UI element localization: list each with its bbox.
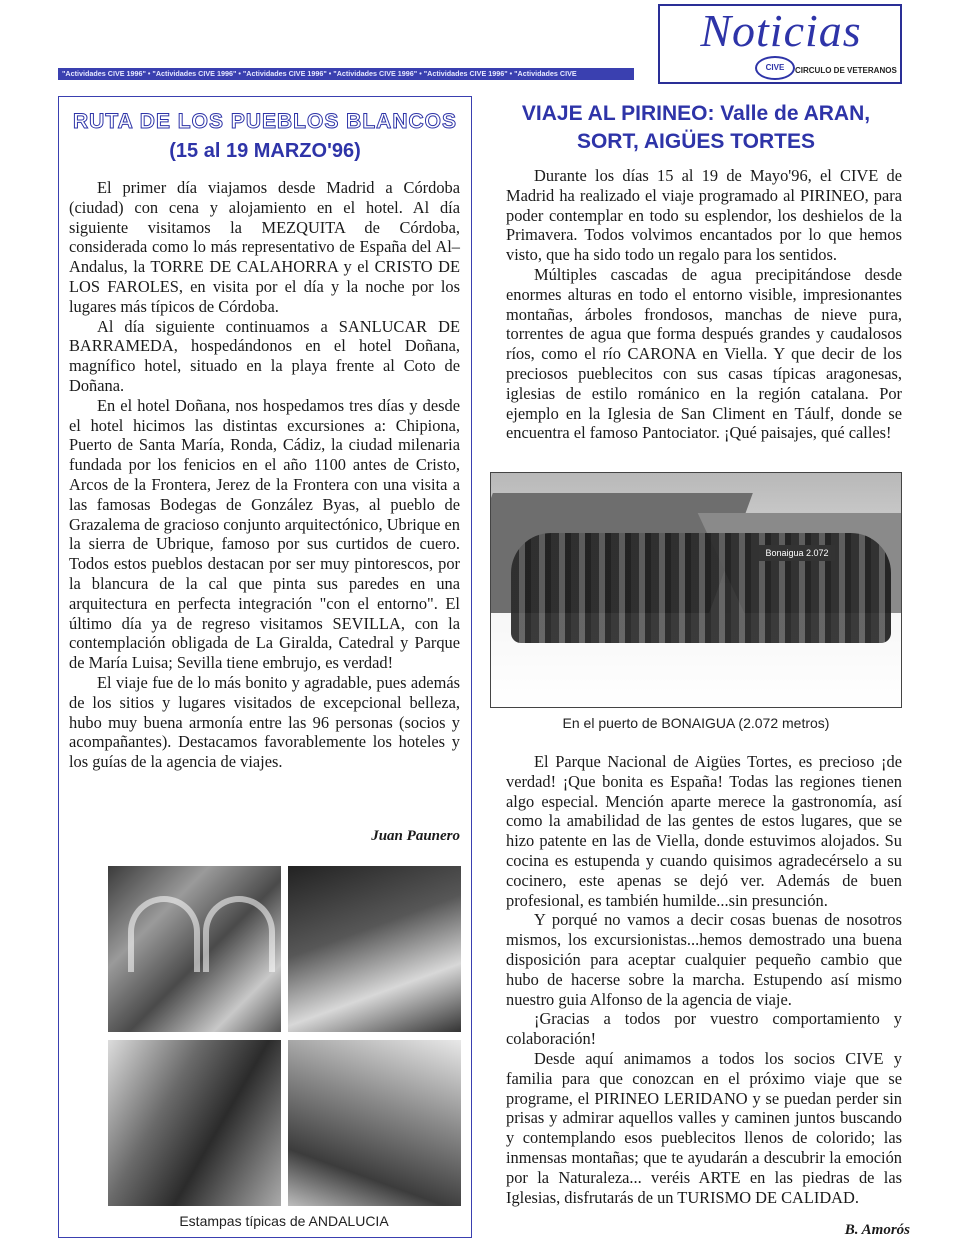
left-article-title: RUTA DE LOS PUEBLOS BLANCOS (72, 110, 457, 133)
bonaigua-photo-caption: En el puerto de BONAIGUA (2.072 metros) (562, 715, 830, 731)
right-article-title-line: SORT, AIGÜES TORTES (576, 130, 816, 153)
bonaigua-group-photo (490, 472, 902, 708)
paragraph: El Parque Nacional de Aigües Tortes, es precioso ¡de verdad! ¡Que bonita es España! Todas las regiones tienen algo especial. Mención aparte merece la gastronomía, así como la amabilidad de las gentes de estos lugares, que se hizo patente en las de Viella, donde estuvimos alojados. Su cocina es estupenda y cuando quisimos agradecérselo a su cocinero, este apenas se dejó ver. Además de buen profesional, es también humilde...sin presunción. (506, 752, 902, 910)
paragraph: El viaje fue de lo más bonito y agradable, pues además de los sitios y lugares visitados de excepcional belleza, hubo muy buena armonía entre las 96 personas (socios y acompañantes). Destacamos favorablemente los hoteles y los guías de la agencia de viajes. (69, 672, 460, 772)
paragraph: Desde aquí animamos a todos los socios CIVE y familia para que conozcan en el próximo viaje que se programe, el PIRINEO LERIDANO y se puedan perder sin prisas y admirar aquellos valles y caminen juntos buscando y contemplando esos pueblecitos llenos de colorido; las inmensas montañas; que te ayudarán a descubrir la emoción por la Naturaleza... veréis ARTE en las piedras de las Iglesias, disfrutarás de un TURISMO DE CALIDAD. (506, 1048, 902, 1207)
paragraph: El primer día viajamos desde Madrid a Córdoba (ciudad) con cena y alojamiento en el hotel. Al día siguiente visitamos la MEZQUITA de Córdoba, considerada como lo más representativo de España del Al–Andalus, la TORRE DE CALAHORRA y el CRISTO DE LOS FAROLES, en visita por el día y la noche por los lugares más típicos de Córdoba. (69, 178, 460, 316)
masthead-subtitle: CIRCULO DE VETERANOS (795, 66, 897, 75)
andalucia-photo-caption: Estampas típicas de ANDALUCIA (179, 1213, 389, 1229)
paragraph: Durante los días 15 al 19 de Mayo'96, el CIVE de Madrid ha realizado el viaje programado al PIRINEO, para poder contemplar en todo su esplendor, los deshielos de la Primavera. Todos volvimos encantados por lo que hemos visto, que ha sido todo un regalo para los sentidos. (506, 166, 902, 265)
bonaigua-road-sign: Bonaigua 2.072 (759, 545, 835, 561)
paragraph: Al día siguiente continuamos a SANLUCAR DE BARRAMEDA, hospedándonos en el hotel Doñana, magnífico hotel, situado en la playa frente al Coto de Doñana. (69, 316, 460, 395)
activities-ribbon: "Actividades CIVE 1996" • "Actividades CIVE 1996" • "Actividades CIVE 1996" • "Actividades CIVE 1996" • "Actividades CIVE 1996" • "Actividades CIVE (58, 68, 634, 80)
right-article-body-bottom (506, 752, 902, 1207)
right-article-signature: B. Amorós (844, 1222, 910, 1238)
masthead-title: Noticias (700, 5, 862, 56)
paragraph: ¡Gracias a todos por vuestro comportamiento y colaboración! (506, 1009, 902, 1049)
horse-rider-photo (288, 866, 461, 1032)
left-article-signature: Juan Paunero (371, 828, 460, 844)
paragraph: Y porqué no vamos a decir cosas buenas de nosotros mismos, los excursionistas...hemos demostrado una buena disposición para aceptar cualquier pequeño cambio que hubo de hacerse sobre la marcha. Estupendo así mismo nuestro guia Alfonso de la agencia de viaje. (506, 910, 902, 1009)
cive-badge: CIVE (755, 56, 795, 80)
andalucia-photo-grid (108, 866, 460, 1208)
left-article-body (69, 178, 460, 772)
left-article-subtitle: (15 al 19 MARZO'96) (169, 140, 361, 162)
right-article-body-top (506, 166, 902, 443)
right-article-title (490, 100, 902, 156)
mezquita-arches-photo (108, 866, 281, 1032)
masthead-logo (658, 4, 902, 84)
white-village-photo (288, 1040, 461, 1206)
balcony-facade-photo (108, 1040, 281, 1206)
paragraph: Múltiples cascadas de agua precipitándose desde enormes alturas en todo el entorno visible, impresionantes montañas, árboles frondosos, manchas de nieve pura, torrentes de agua que forma después grandes y caudalosos ríos, como el río CARONA en Viella. Y que decir de los preciosos pueblecitos con sus casas típicas aragonesas, iglesias de estilo románico en la región catalana. Por ejemplo en la Iglesia de San Climent en Táulf, donde se encuentra el famoso Pantociator. ¡Qué paisajes, qué calles! (506, 264, 902, 443)
right-article-title-line: VIAJE AL PIRINEO: Valle de ARAN, (521, 102, 871, 125)
paragraph: En el hotel Doñana, nos hospedamos tres días y desde el hotel hicimos las distintas excursiones a: Chipiona, Puerto de Santa María, Ronda, Cádiz, la ciudad milenaria fundada por los fenicios en el año 1100 antes de Cristo, Arcos de la Frontera, Jerez de la Frontera con una visita a las famosas Bodegas de González Byas, al pueblo de Grazalema de gracioso conjunto arquitectónico, Ubrique en la sierra de Ubrique, famoso por sus curtidos de cuero. Todos estos pueblos destacan por ser muy pintorescos, por la blancura de la cal que pinta sus paredes en una arquitectura en perfecta integración "con el entorno". El último día ya de regreso visitamos SEVILLA, con la contemplación obligada de La Giralda, Catedral y Parque de María Luisa; Sevilla tiene embrujo, es verdad! (69, 395, 460, 673)
